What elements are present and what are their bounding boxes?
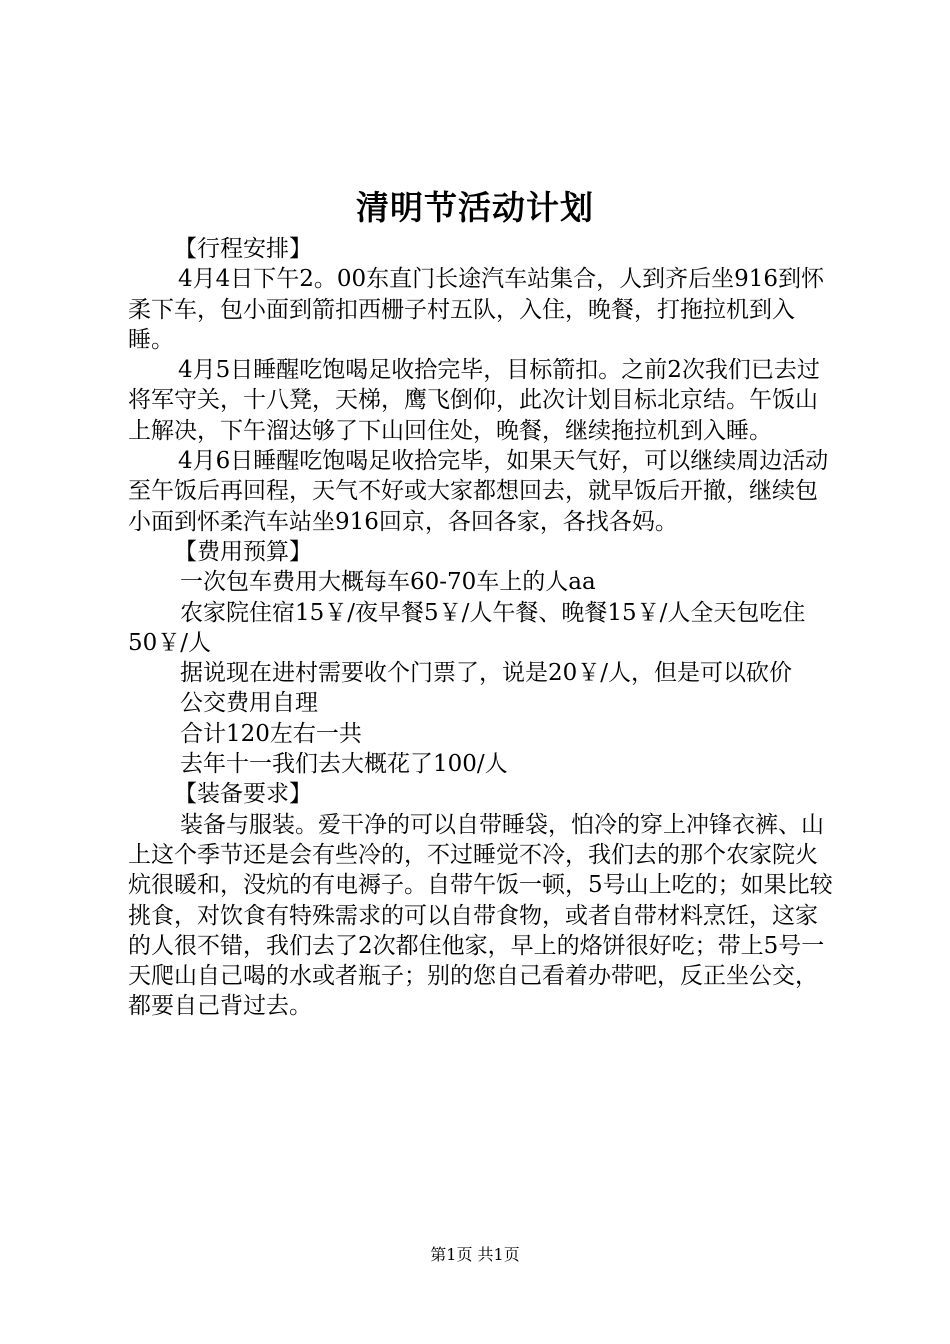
budget-line-ticket: 据说现在进村需要收个门票了，说是20￥/人，但是可以砍价	[180, 660, 793, 687]
equipment-paragraph: 装备与服装。爱干净的可以自带睡袋，怕冷的穿上冲锋衣裤、山上这个季节还是会有些冷的，不过睡觉不冷，我们去的那个农家院火炕很暖和，没炕的有电褥子。自带午饭一顿，5号山上吃的；如果比较挑食，对饮食有特殊需求的可以自带食物，或者自带材料烹饪，这家的人很不错，我们去了2次都住他家，早上的烙饼很好吃；带上5号一天爬山自己喝的水或者瓶子；别的您自己看着办带吧，反正坐公交，都要自己背过去。	[128, 811, 833, 1020]
page-footer: 第1页 共1页	[430, 1245, 520, 1264]
budget-line-total: 合计120左右一共	[180, 720, 362, 747]
document-title: 清明节活动计划	[356, 188, 594, 227]
itinerary-paragraph-2: 4月5日睡醒吃饱喝足收拾完毕，目标箭扣。之前2次我们已去过将军守关，十八凳，天梯，鹰飞倒仰，此次计划目标北京结。午饭山上解决，下午溜达够了下山回住处，晚餐，继续拖拉机到入睡。	[128, 357, 820, 444]
budget-line-charter: 一次包车费用大概每车60-70车上的人aa	[180, 569, 596, 596]
itinerary-paragraph-1: 4月4日下午2。00东直门长途汽车站集合，人到齐后坐916到怀柔下车，包小面到箭扣西栅子村五队，入住，晚餐，打拖拉机到入睡。	[128, 266, 825, 353]
document-body	[128, 234, 834, 1022]
section-heading-equipment: 【装备要求】	[174, 781, 312, 808]
budget-line-transit: 公交费用自理	[180, 690, 318, 717]
budget-line-lodging: 农家院住宿15￥/夜早餐5￥/人午餐、晚餐15￥/人全天包吃住50￥/人	[128, 599, 806, 656]
budget-line-last-year: 去年十一我们去大概花了100/人	[180, 751, 508, 778]
section-heading-itinerary: 【行程安排】	[174, 236, 312, 262]
section-heading-budget: 【费用预算】	[174, 538, 312, 565]
itinerary-paragraph-3: 4月6日睡醒吃饱喝足收拾完毕，如果天气好，可以继续周边活动至午饭后再回程，天气不好或大家都想回去，就早饭后开撤，继续包小面到怀柔汽车站坐916回京，各回各家，各找各妈。	[128, 448, 829, 535]
